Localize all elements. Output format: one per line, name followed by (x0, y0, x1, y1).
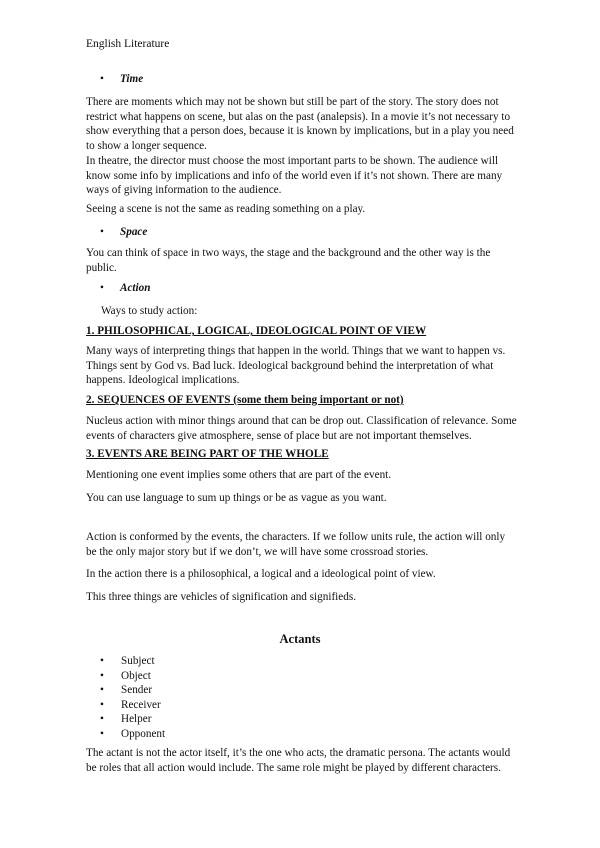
action-closing-1 (86, 530, 526, 559)
bullet-space (100, 225, 147, 240)
actants-list (100, 654, 165, 741)
list-item (100, 654, 165, 669)
list-item-label: Helper (121, 713, 152, 725)
bullet-icon: • (100, 226, 104, 238)
actants-paragraph (86, 746, 526, 775)
text-line: In theatre, the director must choose the most important parts to be shown. The audience will (86, 155, 499, 167)
bullet-icon: • (100, 669, 104, 682)
text-line: This three things are vehicles of signification and signifieds. (86, 591, 356, 603)
section-heading-3: 3. EVENTS ARE BEING PART OF THE WHOLE (86, 448, 329, 460)
text-line: know some info by implications and info of the world even if it’s not shown. There are many (86, 169, 503, 182)
text-line: be roles that all action would include. The same role might be played by different characters. (86, 761, 501, 774)
text-line: In the action there is a philosophical, a logical and a ideological point of view. (86, 568, 436, 580)
bullet-icon: • (100, 73, 104, 85)
text-line: Seeing a scene is not the same as reading something on a play. (86, 203, 366, 215)
section-1-paragraph (86, 344, 526, 388)
text-line: be the only major story but if we don’t, we will have some crossroad stories. (86, 545, 429, 558)
list-item-label: Opponent (121, 727, 166, 740)
time-paragraph-2 (86, 154, 526, 198)
bullet-icon: • (100, 684, 104, 696)
document-header: English Literature (86, 38, 170, 50)
list-item (100, 683, 165, 698)
list-item (100, 712, 165, 727)
bullet-action (100, 281, 150, 296)
text-line: Many ways of interpreting things that happen in the world. Things that we want to happen vs. (86, 345, 506, 357)
text-line: restrict what happens on scene, but alas on the past (analepsis). In a movie it’s not necessary to (86, 110, 511, 123)
text-line: You can use language to sum up things or be as vague as you want. (86, 492, 387, 504)
action-label: Action (120, 282, 151, 294)
text-line: Nucleus action with minor things around that can be drop out. Classification of relevance. Some (86, 415, 517, 427)
text-line: There are moments which may not be shown but still be part of the story. The story does not (86, 96, 499, 108)
text-line: Action is conformed by the events, the characters. If we follow units rule, the action will only (86, 531, 506, 543)
list-item-label: Sender (121, 684, 153, 696)
action-closing-2 (86, 567, 526, 582)
bullet-icon: • (100, 655, 104, 667)
section-heading-1: 1. PHILOSOPHICAL, LOGICAL, IDEOLOGICAL POINT OF VIEW (86, 325, 427, 337)
actants-title: Actants (279, 632, 321, 646)
text-line: happens. Ideological implications. (86, 374, 240, 386)
action-intro: Ways to study action: (101, 305, 198, 317)
bullet-icon: • (100, 713, 104, 725)
space-label: Space (120, 226, 148, 238)
bullet-time (100, 72, 143, 87)
bullet-icon: • (100, 282, 104, 294)
text-line: show everything that a person does, because it is known by implications, but in a play you need (86, 125, 514, 137)
text-line: Mentioning one event implies some others that are part of the event. (86, 469, 392, 481)
action-closing-3 (86, 590, 526, 605)
text-line: Things sent by God vs. Bad luck. Ideological background behind the interpretation of what (86, 359, 494, 372)
text-line: events of characters give atmosphere, sense of place but are not important themselves. (86, 429, 472, 442)
section-3-paragraph (86, 468, 526, 483)
section-heading-2: 2. SEQUENCES OF EVENTS (some them being important or not) (86, 394, 404, 406)
list-item (100, 698, 165, 713)
list-item-label: Receiver (121, 698, 161, 711)
text-line: ways of giving information to the audience. (86, 184, 282, 196)
bullet-icon: • (100, 727, 104, 740)
text-line: You can think of space in two ways, the stage and the background and the other way is the (86, 247, 491, 259)
bullet-icon: • (100, 698, 104, 711)
list-item-label: Object (121, 669, 151, 682)
list-item-label: Subject (121, 655, 155, 667)
text-line: The actant is not the actor itself, it’s the one who acts, the dramatic persona. The actants would (86, 747, 511, 759)
text-line: public. (86, 261, 117, 274)
time-paragraph-3 (86, 202, 526, 217)
space-paragraph (86, 246, 526, 275)
section-2-paragraph (86, 414, 526, 443)
text-line: to show a longer sequence. (86, 139, 207, 152)
list-item (100, 727, 165, 742)
time-label: Time (120, 73, 144, 85)
time-paragraph-1 (86, 95, 526, 153)
section-3-extra (86, 491, 526, 506)
list-item (100, 669, 165, 684)
